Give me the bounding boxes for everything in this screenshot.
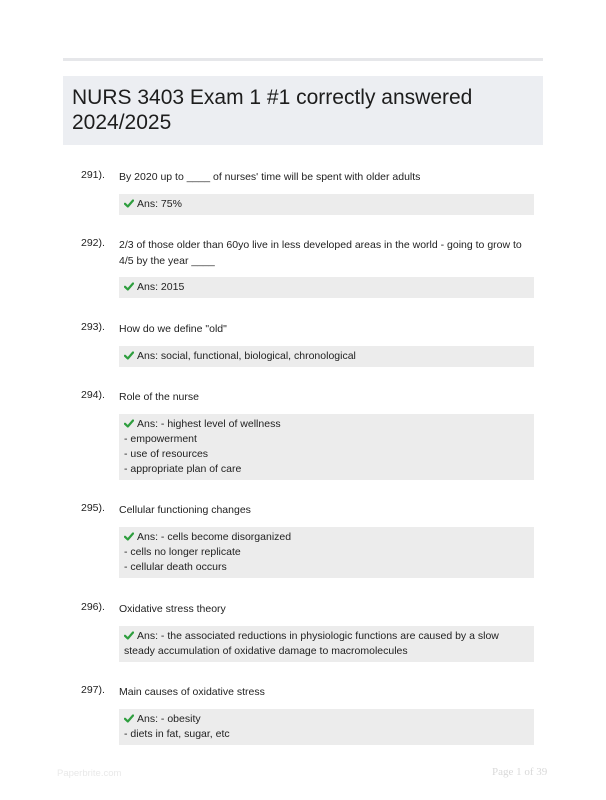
page-number: Page 1 of 39	[492, 766, 548, 778]
answer-box	[119, 414, 534, 480]
question-number: 291).	[81, 169, 105, 181]
question-text: Cellular functioning changes	[119, 504, 251, 516]
answer-box	[119, 346, 534, 367]
page-title: NURS 3403 Exam 1 #1 correctly answered 2024/2025	[72, 86, 473, 134]
check-icon	[124, 532, 134, 541]
question-number: 294).	[81, 389, 105, 401]
answer-box	[119, 194, 534, 215]
check-icon	[124, 714, 134, 723]
answer-line: Ans: - cells become disorganized	[137, 531, 292, 543]
answer-box	[119, 626, 534, 662]
check-icon	[124, 351, 134, 360]
answer-line: Ans: 75%	[137, 198, 182, 210]
answer-box	[119, 709, 534, 745]
question-text: Role of the nurse	[119, 391, 199, 403]
check-icon	[124, 199, 134, 208]
check-icon	[124, 631, 134, 640]
question-text: Main causes of oxidative stress	[119, 686, 265, 698]
answer-line: Ans: - obesity	[137, 713, 201, 725]
check-icon	[124, 282, 134, 291]
answer-line: - cellular death occurs	[124, 561, 227, 573]
answer-line: - diets in fat, sugar, etc	[124, 728, 230, 740]
question-number: 297).	[81, 684, 105, 696]
question-number: 296).	[81, 601, 105, 613]
question-text: Oxidative stress theory	[119, 603, 226, 615]
question-text: 2/3 of those older than 60yo live in less developed areas in the world - going to grow to 4/5 by the year ____	[119, 239, 522, 267]
check-icon	[124, 419, 134, 428]
answer-box	[119, 277, 534, 298]
answer-line: Ans: social, functional, biological, chronological	[137, 350, 356, 362]
question-text: How do we define "old"	[119, 323, 227, 335]
answer-line: - use of resources	[124, 448, 209, 460]
answer-line: - appropriate plan of care	[124, 463, 242, 475]
question-text: By 2020 up to ____ of nurses' time will be spent with older adults	[119, 171, 421, 183]
footer-watermark: Paperbrite.com	[57, 768, 122, 779]
answer-line: Ans: - highest level of wellness	[137, 418, 281, 430]
title-banner	[63, 76, 543, 145]
question-number: 292).	[81, 237, 105, 249]
question-number: 293).	[81, 321, 105, 333]
answer-line: - cells no longer replicate	[124, 546, 241, 558]
answer-line: Ans: - the associated reductions in physiologic functions are caused by a slow steady accumulation of oxidative damage to macromolecules	[124, 630, 499, 657]
question-number: 295).	[81, 502, 105, 514]
top-divider	[63, 58, 543, 61]
answer-box	[119, 527, 534, 578]
answer-line: Ans: 2015	[137, 281, 185, 293]
answer-line: - empowerment	[124, 433, 197, 445]
